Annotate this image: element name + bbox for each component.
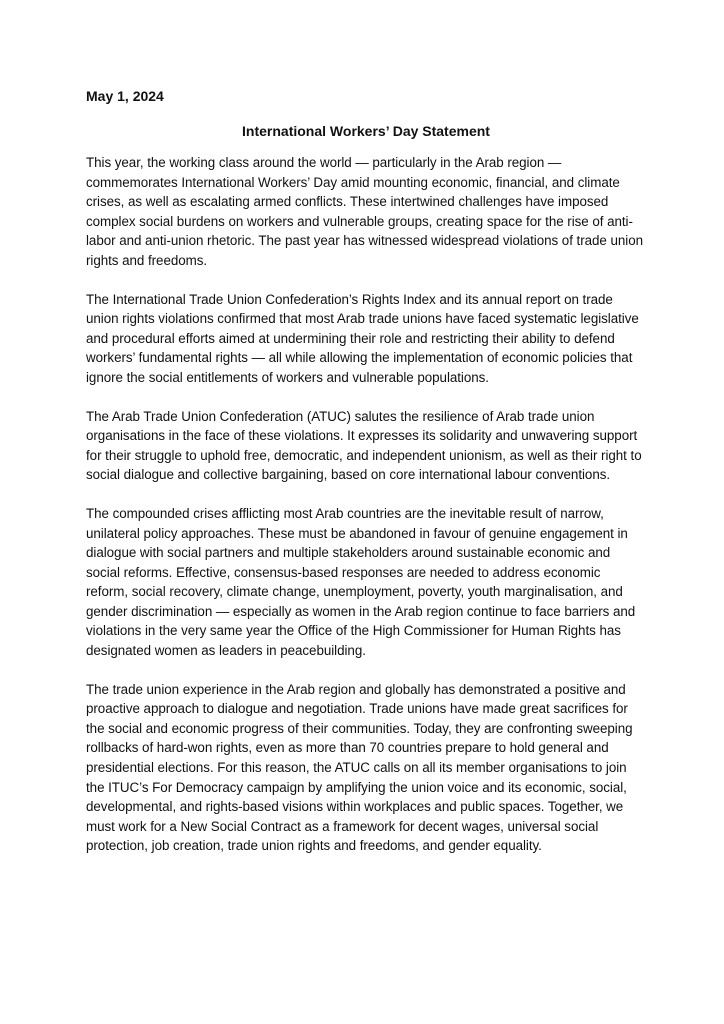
paragraph-1: This year, the working class around the world — particularly in the Arab region — commemorates International Workers’ Day amid mounting economic, financial, and climate crises, as well as escalating armed conflicts. These intertwined challenges have imposed complex social burdens on workers and vulnerable groups, creating space for the rise of anti-labor and anti-union rhetoric. The past year has witnessed widespread violations of trade union rights and freedoms.	[86, 155, 644, 268]
statement-date: May 1, 2024	[86, 88, 164, 104]
statement-title: International Workers’ Day Statement	[242, 123, 490, 139]
paragraph-2: The International Trade Union Confederation’s Rights Index and its annual report on trade union rights violations confirmed that most Arab trade unions have faced systematic legislative and procedural efforts aimed at undermining their role and restricting their ability to defend workers’ fundamental rights — all while allowing the implementation of economic policies that ignore the social entitlements of workers and vulnerable populations.	[86, 291, 639, 385]
document-page	[86, 86, 646, 875]
paragraph-4: The compounded crises afflicting most Arab countries are the inevitable result of narrow, unilateral policy approaches. These must be abandoned in favour of genuine engagement in dialogue with social partners and multiple stakeholders around sustainable economic and social reforms. Effective, consensus-based responses are needed to address economic reform, social recovery, climate change, unemployment, poverty, youth marginalisation, and gender discrimination — especially as women in the Arab region continue to face barriers and violations in the very same year the Office of the High Commissioner for Human Rights has designated women as leaders in peacebuilding.	[86, 505, 636, 659]
paragraph-3: The Arab Trade Union Confederation (ATUC) salutes the resilience of Arab trade union organisations in the face of these violations. It expresses its solidarity and unwavering support for their struggle to uphold free, democratic, and independent unionism, as well as their right to social dialogue and collective bargaining, based on core international labour conventions.	[86, 408, 642, 483]
paragraph-5: The trade union experience in the Arab region and globally has demonstrated a positive and proactive approach to dialogue and negotiation. Trade unions have made great sacrifices for the social and economic progress of their communities. Today, they are confronting sweeping rollbacks of hard-won rights, even as more than 70 countries prepare to hold general and presidential elections. For this reason, the ATUC calls on all its member organisations to join the ITUC’s For Democracy campaign by amplifying the union voice and its economic, social, developmental, and rights-based visions within workplaces and public spaces. Together, we must work for a New Social Contract as a framework for decent wages, universal social protection, job creation, trade union rights and freedoms, and gender equality.	[86, 681, 633, 854]
